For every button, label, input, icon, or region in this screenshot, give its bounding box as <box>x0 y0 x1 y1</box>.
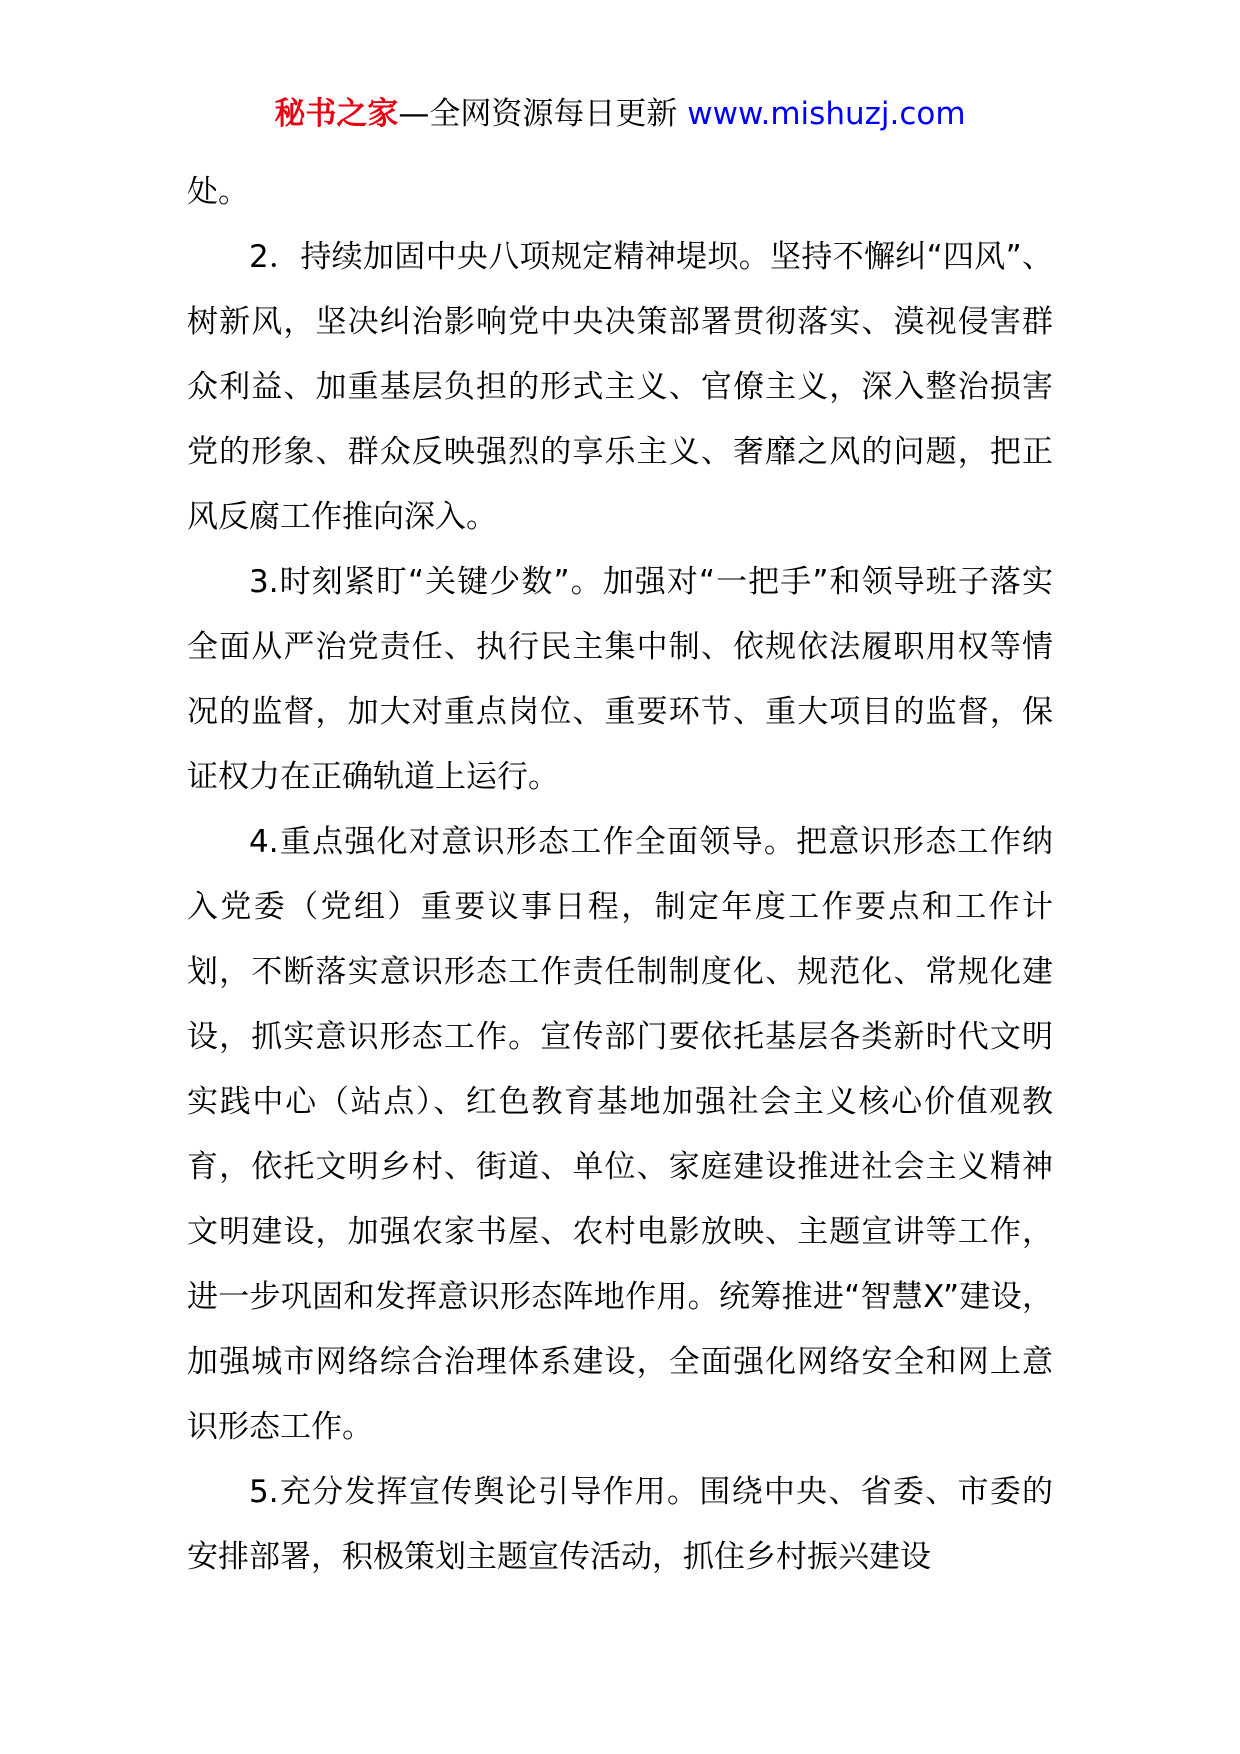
page-header <box>0 94 1240 134</box>
paragraph-item-5: 5.充分发挥宣传舆论引导作用。围绕中央、省委、市委的安排部署，积极策划主题宣传活动，抓住乡村振兴建设 <box>187 1474 1053 1575</box>
document-body <box>187 160 1053 1590</box>
paragraph-continuation: 处。 <box>187 174 249 210</box>
brand-name: 秘书之家 <box>274 96 399 132</box>
paragraph-item-4: 4.重点强化对意识形态工作全面领导。把意识形态工作纳入党委（党组）重要议事日程，制定年度工作要点和工作计划，不断落实意识形态工作责任制制度化、规范化、常规化建设，抓实意识形态工作。宣传部门要依托基层各类新时代文明实践中心（站点）、红色教育基地加强社会主义核心价值观教育，依托文明乡村、街道、单位、家庭建设推进社会主义精神文明建设，加强农家书屋、农村电影放映、主题宣讲等工作，进一步巩固和发挥意识形态阵地作用。统筹推进“智慧X”建设，加强城市网络综合治理体系建设，全面强化网络安全和网上意识形态工作。 <box>187 824 1053 1445</box>
website-link[interactable]: www.mishuzj.com <box>687 96 966 132</box>
paragraph-item-2: 2．持续加固中央八项规定精神堤坝。坚持不懈纠“四风”、树新风，坚决纠治影响党中央决策部署贯彻落实、漠视侵害群众利益、加重基层负担的形式主义、官僚主义，深入整治损害党的形象、群众反映强烈的享乐主义、奢靡之风的问题，把正风反腐工作推向深入。 <box>187 239 1053 535</box>
paragraph-item-3: 3.时刻紧盯“关键少数”。加强对“一把手”和领导班子落实全面从严治党责任、执行民主集中制、依规依法履职用权等情况的监督，加大对重点岗位、重要环节、重大项目的监督，保证权力在正确轨道上运行。 <box>187 564 1053 795</box>
header-slogan: —全网资源每日更新 <box>398 96 688 132</box>
